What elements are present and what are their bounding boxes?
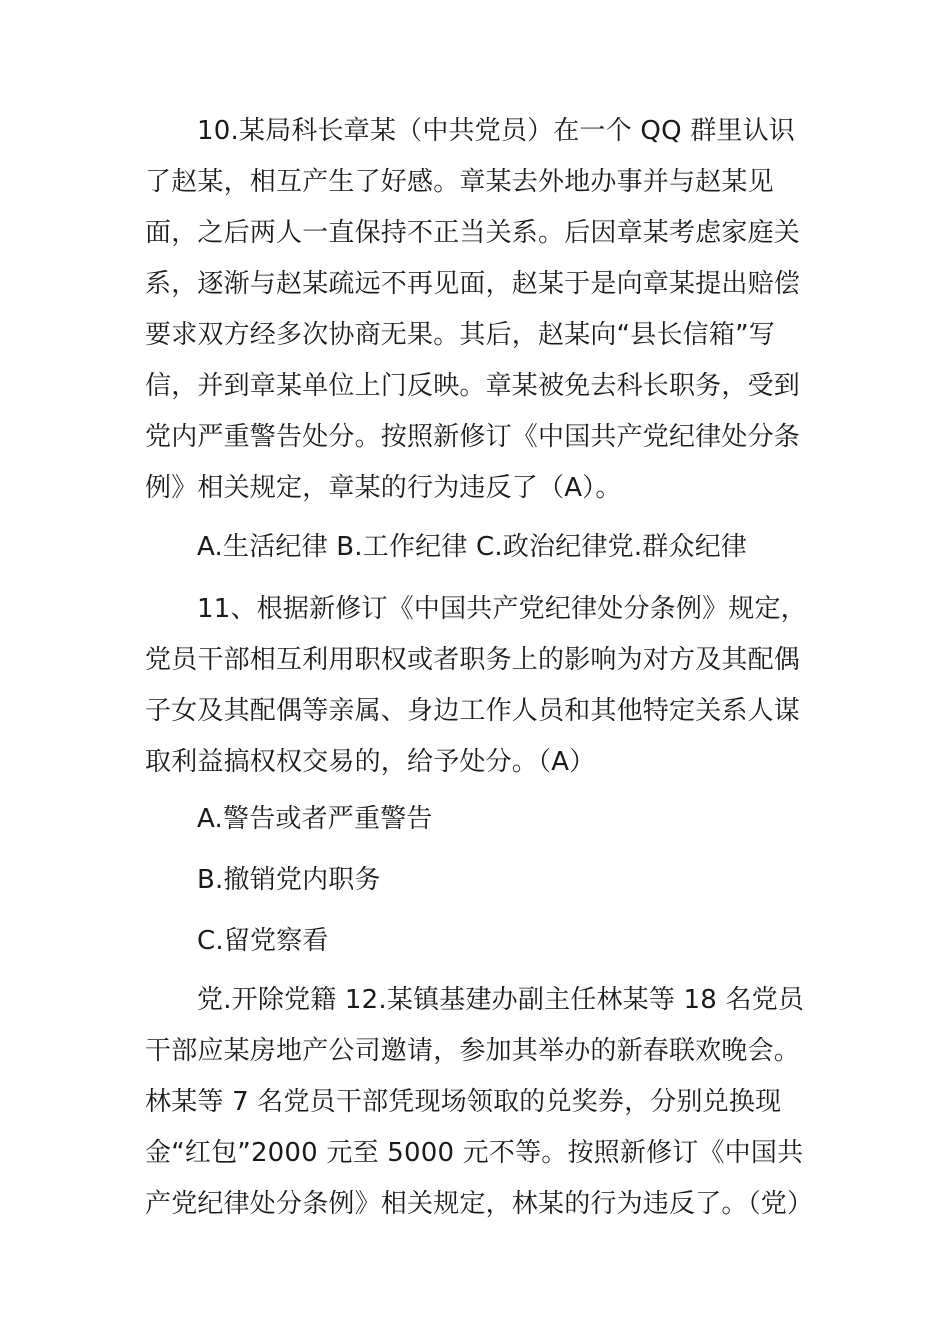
question-11-paragraph: 11、根据新修订《中国共产党纪律处分条例》规定，党员干部相互利用职权或者职务上的影响为对方及其配偶子女及其配偶等亲属、身边工作人员和其他特定关系人谋取利益搞权权交易的，给予处分。（A） <box>145 594 807 777</box>
question-11-option-b: B.撤销党内职务 <box>197 865 381 895</box>
question-10-options: A.生活纪律 B.工作纪律 C.政治纪律党.群众纪律 <box>197 532 748 562</box>
question-10-paragraph: 10.某局科长章某（中共党员）在一个 QQ 群里认识了赵某，相互产生了好感。章某去外地办事并与赵某见面，之后两人一直保持不正当关系。后因章某考虑家庭关系，逐渐与赵某疏远不再见面，赵某于是向章某提出赔偿要求双方经多次协商无果。其后，赵某向“县长信箱”写信，并到章某单位上门反映。章某被免去科长职务，受到党内严重警告处分。按照新修订《中国共产党纪律处分条例》相关规定，章某的行为违反了（A）。 <box>145 116 801 503</box>
question-11-option-a: A.警告或者严重警告 <box>197 804 433 834</box>
question-12-paragraph: 党.开除党籍 12.某镇基建办副主任林某等 18 名党员干部应某房地产公司邀请，参加其举办的新春联欢晚会。林某等 7 名党员干部凭现场领取的兑奖券，分别兑换现金“红包”2000 元至 5000 元不等。按照新修订《中国共产党纪律处分条例》相关规定，林某的行为违反了。（党） <box>145 985 814 1219</box>
question-11-option-c: C.留党察看 <box>197 926 329 956</box>
